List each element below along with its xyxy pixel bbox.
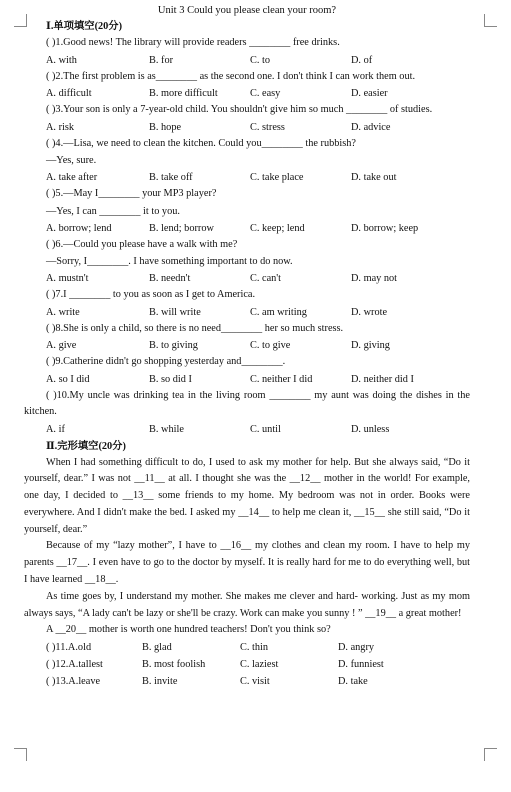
option-row bbox=[24, 220, 470, 237]
option-c: C. neither I did bbox=[250, 373, 313, 385]
dialogue-line: —Yes, sure. bbox=[46, 155, 97, 166]
option-b: B. to giving bbox=[149, 340, 198, 351]
option-c: C. easy bbox=[250, 88, 281, 99]
crop-mark-bottom-left bbox=[14, 748, 27, 761]
option-b: B. while bbox=[149, 423, 184, 435]
option-row bbox=[24, 421, 470, 438]
question-stem: ( )5.—May I________ your MP3 player? bbox=[46, 188, 217, 199]
question-stem: ( )4.—Lisa, we need to clean the kitchen. Could you________ the rubbish? bbox=[46, 137, 356, 149]
section-1-questions bbox=[24, 35, 470, 438]
section-2-questions bbox=[24, 639, 470, 690]
option-c: C. keep; lend bbox=[250, 222, 305, 234]
dialogue-line: —Yes, I can ________ it to you. bbox=[46, 205, 180, 217]
question-stem: ( )10.My uncle was drinking tea in the living room ________ my aunt was doing the dishes in the kitchen. bbox=[24, 389, 470, 417]
option-row bbox=[24, 169, 470, 186]
option-c: C. stress bbox=[250, 121, 285, 133]
question-stem: ( )6.—Could you please have a walk with me? bbox=[46, 238, 238, 250]
option-b: B. hope bbox=[149, 121, 182, 133]
question-stem: ( )2.The first problem is as________ as the second one. I don't think I can work them out. bbox=[46, 70, 416, 82]
option-c: C. thin bbox=[240, 642, 269, 654]
section-heading-2: Ⅱ.完形填空(20分) bbox=[46, 440, 126, 452]
option-d: D. unless bbox=[351, 423, 390, 435]
option-a: A. write bbox=[46, 306, 80, 318]
option-a: A. difficult bbox=[46, 88, 92, 99]
option-c: C. visit bbox=[240, 676, 270, 688]
question-stem: ( )8.She is only a child, so there is no need________ her so much stress. bbox=[46, 322, 344, 334]
option-row bbox=[24, 119, 470, 136]
option-a: A. mustn't bbox=[46, 273, 89, 284]
passage-paragraph: A __20__ mother is worth one hundred teachers! Don't you think so? bbox=[46, 624, 331, 636]
option-row bbox=[24, 337, 470, 354]
option-row bbox=[24, 52, 470, 69]
option-a: A. with bbox=[46, 54, 77, 66]
option-c: C. can't bbox=[250, 273, 282, 284]
cloze-question-row bbox=[24, 656, 470, 673]
question-stem: ( )11.A.old bbox=[46, 642, 92, 654]
option-a: A. take after bbox=[46, 172, 98, 183]
passage-paragraph: Because of my “lazy mother”, I have to __16__ my clothes and clean my room. I have to help my parents __17__. I even have to go to the doctor by myself. It is really hard for me to do everything well, but I have learned __18__. bbox=[24, 540, 470, 586]
page-title: Unit 3 Could you please clean your room? bbox=[157, 5, 337, 16]
option-b: B. so did I bbox=[149, 373, 192, 385]
section-2-passage bbox=[24, 455, 470, 640]
option-b: B. invite bbox=[142, 676, 178, 688]
dialogue-line: —Sorry, I________. I have something important to do now. bbox=[46, 256, 293, 267]
option-d: D. advice bbox=[351, 121, 391, 133]
option-b: B. most foolish bbox=[142, 659, 206, 671]
crop-mark-bottom-right bbox=[484, 748, 497, 761]
option-c: C. am writing bbox=[250, 306, 307, 318]
option-c: C. until bbox=[250, 423, 281, 435]
option-d: D. neither did I bbox=[351, 373, 414, 385]
option-row bbox=[24, 85, 470, 102]
option-d: D. may not bbox=[351, 273, 398, 284]
crop-mark-top-right bbox=[484, 14, 497, 27]
question-stem: ( )1.Good news! The library will provide readers ________ free drinks. bbox=[46, 37, 340, 48]
passage-paragraph: When I had something difficult to do, I used to ask my mother for help. But she always said, “Do it yourself, dear.” I was not __11__ at all. I thought she was the __12__ mother in the world! For example, one day, I decided to __13__ some friends to my home. My bedroom was not in order. Books were everywhere. And I didn't make the bed. I asked my __14__ to help me clean it, __15__ she still said, “Do it yourself, dear.” bbox=[24, 456, 470, 535]
option-d: D. borrow; keep bbox=[351, 222, 419, 234]
option-d: D. easier bbox=[351, 88, 388, 99]
section-heading-1: Ⅰ.单项填空(20分) bbox=[46, 21, 123, 32]
option-a: A. if bbox=[46, 423, 65, 435]
question-stem: ( )7.I ________ to you as soon as I get to America. bbox=[46, 289, 256, 300]
option-row bbox=[24, 371, 470, 388]
option-c: C. take place bbox=[250, 172, 304, 183]
option-b: B. will write bbox=[149, 306, 201, 318]
cloze-question-row bbox=[24, 639, 470, 656]
question-stem: ( )13.A.leave bbox=[46, 676, 101, 688]
option-row bbox=[24, 270, 470, 287]
option-b: B. more difficult bbox=[149, 88, 218, 99]
option-b: B. glad bbox=[142, 642, 172, 654]
worksheet-content bbox=[24, 3, 470, 690]
option-a: A. borrow; lend bbox=[46, 222, 112, 234]
option-d: D. wrote bbox=[351, 306, 388, 318]
option-b: B. lend; borrow bbox=[149, 222, 214, 234]
option-d: D. angry bbox=[338, 642, 375, 654]
passage-paragraph: As time goes by, I understand my mother. She makes me clever and hard- working. Just as my mom always says, “A lady can't be lazy or she'll be crazy. Work can make you sunny ! ” __19__ a great mother! bbox=[24, 590, 470, 619]
option-c: C. laziest bbox=[240, 659, 279, 671]
question-stem: ( )9.Catherine didn't go shopping yesterday and________. bbox=[46, 356, 286, 367]
option-d: D. of bbox=[351, 54, 373, 66]
option-d: D. take bbox=[338, 676, 368, 688]
option-c: C. to give bbox=[250, 340, 291, 351]
question-stem: ( )3.Your son is only a 7-year-old child. You shouldn't give him so much ________ of studies. bbox=[46, 104, 433, 115]
option-a: A. risk bbox=[46, 121, 75, 133]
option-b: B. take off bbox=[149, 172, 193, 183]
option-d: D. giving bbox=[351, 340, 390, 351]
cloze-question-row bbox=[24, 673, 470, 690]
option-b: B. for bbox=[149, 54, 174, 66]
option-c: C. to bbox=[250, 54, 271, 66]
option-d: D. take out bbox=[351, 172, 397, 183]
option-a: A. give bbox=[46, 340, 77, 351]
question-stem: ( )12.A.tallest bbox=[46, 659, 103, 671]
option-b: B. needn't bbox=[149, 273, 191, 284]
option-a: A. so I did bbox=[46, 373, 90, 385]
option-row bbox=[24, 304, 470, 321]
option-d: D. funniest bbox=[338, 659, 384, 671]
